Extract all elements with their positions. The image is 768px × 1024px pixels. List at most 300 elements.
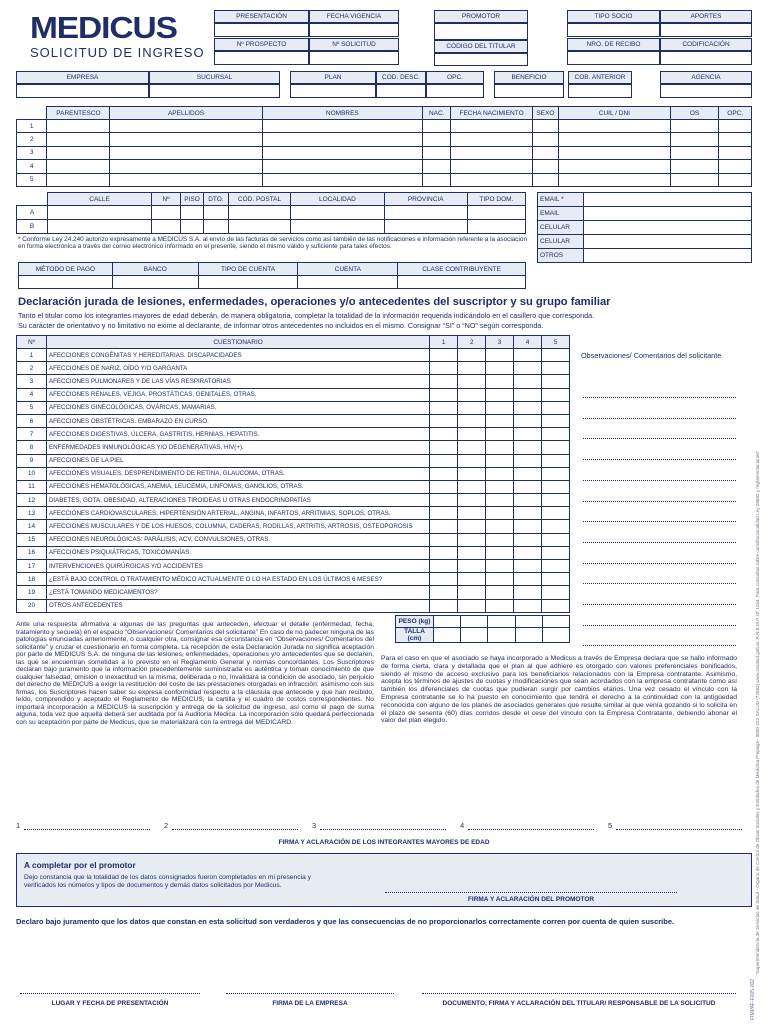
cell[interactable] — [47, 173, 110, 186]
cell[interactable] — [670, 173, 719, 186]
answer-cell[interactable] — [458, 480, 486, 493]
answer-cell[interactable] — [430, 401, 458, 414]
empresa-label: EMPRESA — [16, 71, 149, 84]
question-text: AFECCIONES CARDIOVASCULARES, HIPERTENSIÓN ARTERIAL, ANGINA, INFARTOS, ARRITMIAS, SOPLOS, OTRAS. — [46, 507, 429, 520]
question-number: 8 — [17, 441, 47, 454]
cell[interactable] — [461, 616, 488, 628]
col-n: Nº — [17, 336, 47, 349]
col-os: OS — [670, 107, 719, 120]
cell[interactable] — [298, 276, 398, 289]
col-localidad: LOCALIDAD — [291, 193, 384, 206]
col-tipo-dom: TIPO DOM. — [467, 193, 525, 206]
solicitud-field[interactable] — [309, 51, 399, 65]
titular-line[interactable] — [422, 993, 736, 994]
otros-label: OTROS — [538, 249, 584, 263]
answer-cell[interactable] — [542, 388, 570, 401]
answer-cell[interactable] — [458, 494, 486, 507]
cell[interactable] — [515, 616, 542, 628]
opc-label: OPC. — [426, 71, 484, 84]
question-number: 18 — [17, 573, 47, 586]
col-calle: CALLE — [48, 193, 152, 206]
signature-line[interactable] — [24, 829, 150, 830]
email-field[interactable] — [584, 207, 752, 221]
answer-cell[interactable] — [514, 520, 542, 533]
answer-cell[interactable] — [430, 428, 458, 441]
answer-cell[interactable] — [486, 573, 514, 586]
questionnaire-row — [17, 507, 570, 520]
answer-cell[interactable] — [542, 494, 570, 507]
cell[interactable] — [262, 120, 422, 133]
observaciones-title: Observaciones/ Comentarios del solicitante — [581, 351, 722, 360]
cell[interactable] — [110, 173, 262, 186]
answer-cell[interactable] — [542, 441, 570, 454]
observation-line[interactable] — [583, 521, 736, 522]
question-number: 17 — [17, 560, 47, 573]
observation-line[interactable] — [583, 480, 736, 481]
answer-cell[interactable] — [486, 375, 514, 388]
answer-cell[interactable] — [486, 414, 514, 427]
celular-label: CELULAR — [538, 235, 584, 249]
question-number: 19 — [17, 586, 47, 599]
cell[interactable] — [110, 120, 262, 133]
cell[interactable] — [152, 206, 181, 220]
answer-cell[interactable] — [458, 428, 486, 441]
celular-field[interactable] — [584, 221, 752, 235]
row-num: 2 — [17, 133, 47, 146]
email-field[interactable] — [584, 193, 752, 207]
question-number: 20 — [17, 599, 47, 612]
question-text: AFECCIONES OBSTÉTRICAS. EMBARAZO EN CURSO. — [46, 414, 429, 427]
answer-cell[interactable] — [486, 480, 514, 493]
signature-line[interactable] — [616, 829, 742, 830]
signature-number: 2 — [164, 821, 169, 830]
question-number: 14 — [17, 520, 47, 533]
answer-cell[interactable] — [430, 388, 458, 401]
answer-cell[interactable] — [514, 441, 542, 454]
answer-cell[interactable] — [458, 520, 486, 533]
col-apellidos: APELLIDOS — [110, 107, 262, 120]
questionnaire-row — [17, 533, 570, 546]
observation-line[interactable] — [583, 583, 736, 584]
presentacion-field[interactable] — [214, 23, 309, 37]
cell[interactable] — [48, 220, 152, 234]
answer-cell[interactable] — [486, 401, 514, 414]
peso-field[interactable] — [434, 616, 461, 628]
cell[interactable] — [532, 160, 558, 173]
answer-cell[interactable] — [486, 494, 514, 507]
answer-cell[interactable] — [430, 414, 458, 427]
cuenta-label: CUENTA — [298, 263, 398, 276]
questionnaire-row — [17, 467, 570, 480]
signature-line[interactable] — [320, 829, 446, 830]
observation-line[interactable] — [583, 459, 736, 460]
cod-desc-field[interactable] — [376, 84, 426, 98]
row-num: 4 — [17, 160, 47, 173]
observation-line[interactable] — [583, 397, 736, 398]
cell[interactable] — [542, 616, 569, 628]
answer-cell[interactable] — [542, 560, 570, 573]
otros-field[interactable] — [584, 249, 752, 263]
questionnaire-row — [17, 520, 570, 533]
cell[interactable] — [719, 160, 752, 173]
answer-cell[interactable] — [430, 467, 458, 480]
col-nac: NAC. — [423, 107, 451, 120]
cell[interactable] — [719, 173, 752, 186]
cell[interactable] — [451, 146, 532, 159]
questionnaire-row — [17, 573, 570, 586]
answer-cell[interactable] — [514, 586, 542, 599]
answer-cell[interactable] — [458, 401, 486, 414]
answer-cell[interactable] — [542, 362, 570, 375]
footer-firma-empresa: FIRMA DE LA EMPRESA — [272, 1000, 348, 1007]
cell[interactable] — [423, 133, 451, 146]
answer-cell[interactable] — [430, 375, 458, 388]
cell[interactable] — [112, 276, 198, 289]
answer-cell[interactable] — [486, 586, 514, 599]
cell[interactable] — [423, 120, 451, 133]
answer-cell[interactable] — [430, 520, 458, 533]
empresa-field[interactable] — [16, 84, 149, 98]
cell[interactable] — [542, 628, 569, 643]
cell[interactable] — [532, 173, 558, 186]
cell[interactable] — [203, 220, 228, 234]
cell[interactable] — [719, 146, 752, 159]
answer-cell[interactable] — [486, 520, 514, 533]
cell[interactable] — [423, 146, 451, 159]
fecha-vigencia-label: FECHA VIGENCIA — [309, 10, 399, 23]
signature-line[interactable] — [468, 829, 594, 830]
fecha-vigencia-field[interactable] — [309, 23, 399, 37]
questionnaire-row — [17, 586, 570, 599]
firma-empresa-line[interactable] — [226, 993, 394, 994]
sucursal-label: SUCURSAL — [149, 71, 280, 84]
declaration-intro-2: Su carácter de orientativo y no limitativo no exime al declarante, de informar otros antecedentes no incluidos en el mismo. Consignar “SI” o “NO” según corresponda. — [18, 321, 544, 330]
cell[interactable] — [670, 133, 719, 146]
answer-cell[interactable] — [430, 454, 458, 467]
answer-cell[interactable] — [514, 349, 542, 362]
banco-label: BANCO — [112, 263, 198, 276]
promotor-field[interactable] — [434, 23, 528, 40]
question-text: AFECCIONES PSIQUIÁTRICAS, TOXICOMANÍAS. — [46, 546, 429, 559]
cell[interactable] — [384, 206, 467, 220]
peso-label: PESO (kg) — [396, 616, 434, 628]
answer-cell[interactable] — [486, 533, 514, 546]
answer-cell[interactable] — [514, 573, 542, 586]
answer-cell[interactable] — [486, 560, 514, 573]
answer-cell[interactable] — [458, 375, 486, 388]
answer-cell[interactable] — [542, 599, 570, 612]
promotor-signature-caption: FIRMA Y ACLARACIÓN DEL PROMOTOR — [467, 896, 595, 903]
col-4: 4 — [514, 336, 542, 349]
footer-titular: DOCUMENTO, FIRMA Y ACLARACIÓN DEL TITULAR/ RESPONSABLE DE LA SOLICITUD — [442, 1000, 716, 1007]
question-number: 6 — [17, 414, 47, 427]
col-nombres: NOMBRES — [262, 107, 422, 120]
answer-cell[interactable] — [430, 533, 458, 546]
answer-cell[interactable] — [514, 533, 542, 546]
cell[interactable] — [262, 146, 422, 159]
presentacion-label: PRESENTACIÓN — [214, 10, 309, 23]
col-cuestionario: CUESTIONARIO — [46, 336, 429, 349]
answer-cell[interactable] — [486, 428, 514, 441]
answer-cell[interactable] — [542, 375, 570, 388]
cell[interactable] — [559, 146, 671, 159]
cell[interactable] — [228, 206, 290, 220]
answer-cell[interactable] — [542, 546, 570, 559]
prospecto-field[interactable] — [214, 51, 309, 65]
answer-cell[interactable] — [486, 388, 514, 401]
answer-cell[interactable] — [486, 507, 514, 520]
observation-line[interactable] — [583, 563, 736, 564]
answer-cell[interactable] — [514, 414, 542, 427]
answer-cell[interactable] — [542, 586, 570, 599]
cell[interactable] — [559, 173, 671, 186]
agencia-field[interactable] — [660, 84, 752, 98]
question-text: AFECCIONES DE LA PIEL — [46, 454, 429, 467]
answer-cell[interactable] — [514, 362, 542, 375]
answer-cell[interactable] — [514, 375, 542, 388]
cell[interactable] — [488, 628, 515, 643]
col-provincia: PROVINCIA — [384, 193, 467, 206]
lugar-fecha-line[interactable] — [20, 993, 200, 994]
answer-cell[interactable] — [542, 414, 570, 427]
cell[interactable] — [291, 206, 384, 220]
questionnaire-row — [17, 414, 570, 427]
col-2: 2 — [458, 336, 486, 349]
answer-cell[interactable] — [486, 349, 514, 362]
answer-cell[interactable] — [514, 401, 542, 414]
tipo-socio-field[interactable] — [567, 23, 660, 37]
answer-cell[interactable] — [542, 454, 570, 467]
questionnaire-row — [17, 546, 570, 559]
answer-cell[interactable] — [486, 599, 514, 612]
tipo-cuenta-label: TIPO DE CUENTA — [198, 263, 298, 276]
answer-cell[interactable] — [514, 494, 542, 507]
answer-cell[interactable] — [486, 362, 514, 375]
cell[interactable] — [423, 160, 451, 173]
cell[interactable] — [559, 160, 671, 173]
answer-cell[interactable] — [430, 507, 458, 520]
answer-cell[interactable] — [486, 454, 514, 467]
observation-line[interactable] — [583, 438, 736, 439]
solicitud-label: Nº SOLICITUD — [309, 38, 399, 51]
cell[interactable] — [532, 133, 558, 146]
member-signatures-caption: FIRMA Y ACLARACIÓN DE LOS INTEGRANTES MAYORES DE EDAD — [278, 839, 490, 846]
answer-cell[interactable] — [514, 467, 542, 480]
cell[interactable] — [451, 173, 532, 186]
cell[interactable] — [559, 133, 671, 146]
cell[interactable] — [47, 160, 110, 173]
answer-cell[interactable] — [486, 441, 514, 454]
answer-cell[interactable] — [458, 507, 486, 520]
answer-cell[interactable] — [514, 388, 542, 401]
signature-line[interactable] — [172, 829, 298, 830]
cob-anterior-field[interactable] — [568, 84, 632, 98]
answer-cell[interactable] — [486, 546, 514, 559]
cell[interactable] — [47, 146, 110, 159]
plan-field[interactable] — [290, 84, 376, 98]
cell[interactable] — [262, 133, 422, 146]
opc-field[interactable] — [426, 84, 484, 98]
question-number: 2 — [17, 362, 47, 375]
answer-cell[interactable] — [514, 599, 542, 612]
questionnaire-row — [17, 349, 570, 362]
answer-cell[interactable] — [514, 507, 542, 520]
answer-cell[interactable] — [430, 560, 458, 573]
questionnaire-row — [17, 362, 570, 375]
answer-cell[interactable] — [458, 573, 486, 586]
observation-line[interactable] — [583, 501, 736, 502]
beneficio-field[interactable] — [494, 84, 564, 98]
cell[interactable] — [384, 220, 467, 234]
row-letter: A — [17, 206, 48, 220]
answer-cell[interactable] — [542, 520, 570, 533]
cell[interactable] — [461, 628, 488, 643]
question-text: ¿ESTÁ TOMANDO MEDICAMENTOS? — [46, 586, 429, 599]
cell[interactable] — [110, 133, 262, 146]
answer-cell[interactable] — [430, 546, 458, 559]
question-number: 10 — [17, 467, 47, 480]
question-number: 4 — [17, 388, 47, 401]
row-num: 1 — [17, 120, 47, 133]
cell[interactable] — [398, 276, 526, 289]
cell[interactable] — [291, 220, 384, 234]
promotor-label: PROMOTOR — [434, 10, 528, 23]
answer-cell[interactable] — [458, 586, 486, 599]
cell[interactable] — [670, 120, 719, 133]
cell[interactable] — [47, 133, 110, 146]
cell[interactable] — [423, 173, 451, 186]
recibo-field[interactable] — [567, 51, 660, 65]
cell[interactable] — [262, 173, 422, 186]
answer-cell[interactable] — [458, 533, 486, 546]
question-number: 11 — [17, 480, 47, 493]
cell[interactable] — [670, 160, 719, 173]
cod-desc-label: COD. DESC. — [376, 71, 426, 84]
address-table — [16, 192, 526, 234]
question-text: AFECCIONES MUSCULARES Y DE LOS HUESOS, COLUMNA, CADERAS, RODILLAS, ARTRITIS, ARTROSIS, OSTEOPOROSIS — [46, 520, 429, 533]
answer-cell[interactable] — [458, 546, 486, 559]
answer-cell[interactable] — [542, 349, 570, 362]
answer-cell[interactable] — [430, 349, 458, 362]
cell[interactable] — [203, 206, 228, 220]
aportes-field[interactable] — [660, 23, 752, 37]
cell[interactable] — [262, 160, 422, 173]
row-num: 5 — [17, 173, 47, 186]
cell[interactable] — [451, 160, 532, 173]
codificacion-field[interactable] — [660, 51, 752, 65]
celular-field[interactable] — [584, 235, 752, 249]
cell[interactable] — [19, 276, 113, 289]
cell[interactable] — [719, 120, 752, 133]
col-numero: Nº — [152, 193, 181, 206]
cell[interactable] — [110, 146, 262, 159]
observation-line[interactable] — [583, 604, 736, 605]
cell[interactable] — [532, 120, 558, 133]
answer-cell[interactable] — [430, 586, 458, 599]
answer-cell[interactable] — [542, 428, 570, 441]
cell[interactable] — [110, 160, 262, 173]
observation-line[interactable] — [583, 418, 736, 419]
talla-field[interactable] — [434, 628, 461, 643]
cell[interactable] — [181, 220, 204, 234]
answer-cell[interactable] — [542, 507, 570, 520]
answer-cell[interactable] — [542, 480, 570, 493]
answer-cell[interactable] — [458, 349, 486, 362]
cell[interactable] — [152, 220, 181, 234]
answer-cell[interactable] — [514, 428, 542, 441]
answer-cell[interactable] — [458, 454, 486, 467]
answer-cell[interactable] — [430, 441, 458, 454]
questionnaire-table — [16, 335, 570, 613]
answer-cell[interactable] — [458, 414, 486, 427]
promotor-signature-line[interactable] — [385, 892, 677, 893]
answer-cell[interactable] — [430, 362, 458, 375]
observation-line[interactable] — [583, 645, 736, 646]
observation-line[interactable] — [583, 542, 736, 543]
cell[interactable] — [488, 616, 515, 628]
observation-line[interactable] — [583, 625, 736, 626]
question-text: DIABETES, GOTA, OBESIDAD, ALTERACIONES TIROIDEAS U OTRAS ENDOCRINOPATÍAS — [46, 494, 429, 507]
cell[interactable] — [198, 276, 298, 289]
answer-cell[interactable] — [514, 480, 542, 493]
question-number: 16 — [17, 546, 47, 559]
cell[interactable] — [228, 220, 290, 234]
answer-cell[interactable] — [542, 533, 570, 546]
question-text: INTERVENCIONES QUIRÚRGICAS Y/O ACCIDENTES — [46, 560, 429, 573]
answer-cell[interactable] — [514, 560, 542, 573]
cell[interactable] — [467, 206, 525, 220]
answer-cell[interactable] — [458, 599, 486, 612]
cell[interactable] — [719, 133, 752, 146]
answer-cell[interactable] — [486, 467, 514, 480]
cell[interactable] — [559, 120, 671, 133]
cell[interactable] — [467, 220, 525, 234]
answer-cell[interactable] — [430, 480, 458, 493]
cell[interactable] — [47, 120, 110, 133]
questionnaire-row — [17, 454, 570, 467]
answer-cell[interactable] — [514, 454, 542, 467]
answer-cell[interactable] — [542, 573, 570, 586]
answer-cell[interactable] — [458, 388, 486, 401]
answer-cell[interactable] — [542, 401, 570, 414]
questionnaire-row — [17, 388, 570, 401]
cell[interactable] — [670, 146, 719, 159]
cell[interactable] — [181, 206, 204, 220]
cell[interactable] — [515, 628, 542, 643]
row-letter: B — [17, 220, 48, 234]
answer-cell[interactable] — [458, 362, 486, 375]
question-number: 13 — [17, 507, 47, 520]
answer-cell[interactable] — [430, 494, 458, 507]
cell[interactable] — [451, 133, 532, 146]
email-label: EMAIL — [538, 207, 584, 221]
cell[interactable] — [451, 120, 532, 133]
answer-cell[interactable] — [458, 560, 486, 573]
cell[interactable] — [532, 146, 558, 159]
answer-cell[interactable] — [542, 467, 570, 480]
answer-cell[interactable] — [430, 599, 458, 612]
recibo-label: NRO. DE RECIBO — [567, 38, 660, 51]
answer-cell[interactable] — [458, 467, 486, 480]
sucursal-field[interactable] — [149, 84, 280, 98]
answer-cell[interactable] — [514, 546, 542, 559]
col-piso: PISO — [181, 193, 204, 206]
answer-cell[interactable] — [458, 441, 486, 454]
answer-cell[interactable] — [430, 573, 458, 586]
codigo-titular-field[interactable] — [434, 53, 528, 66]
cell[interactable] — [48, 206, 152, 220]
col-3: 3 — [486, 336, 514, 349]
